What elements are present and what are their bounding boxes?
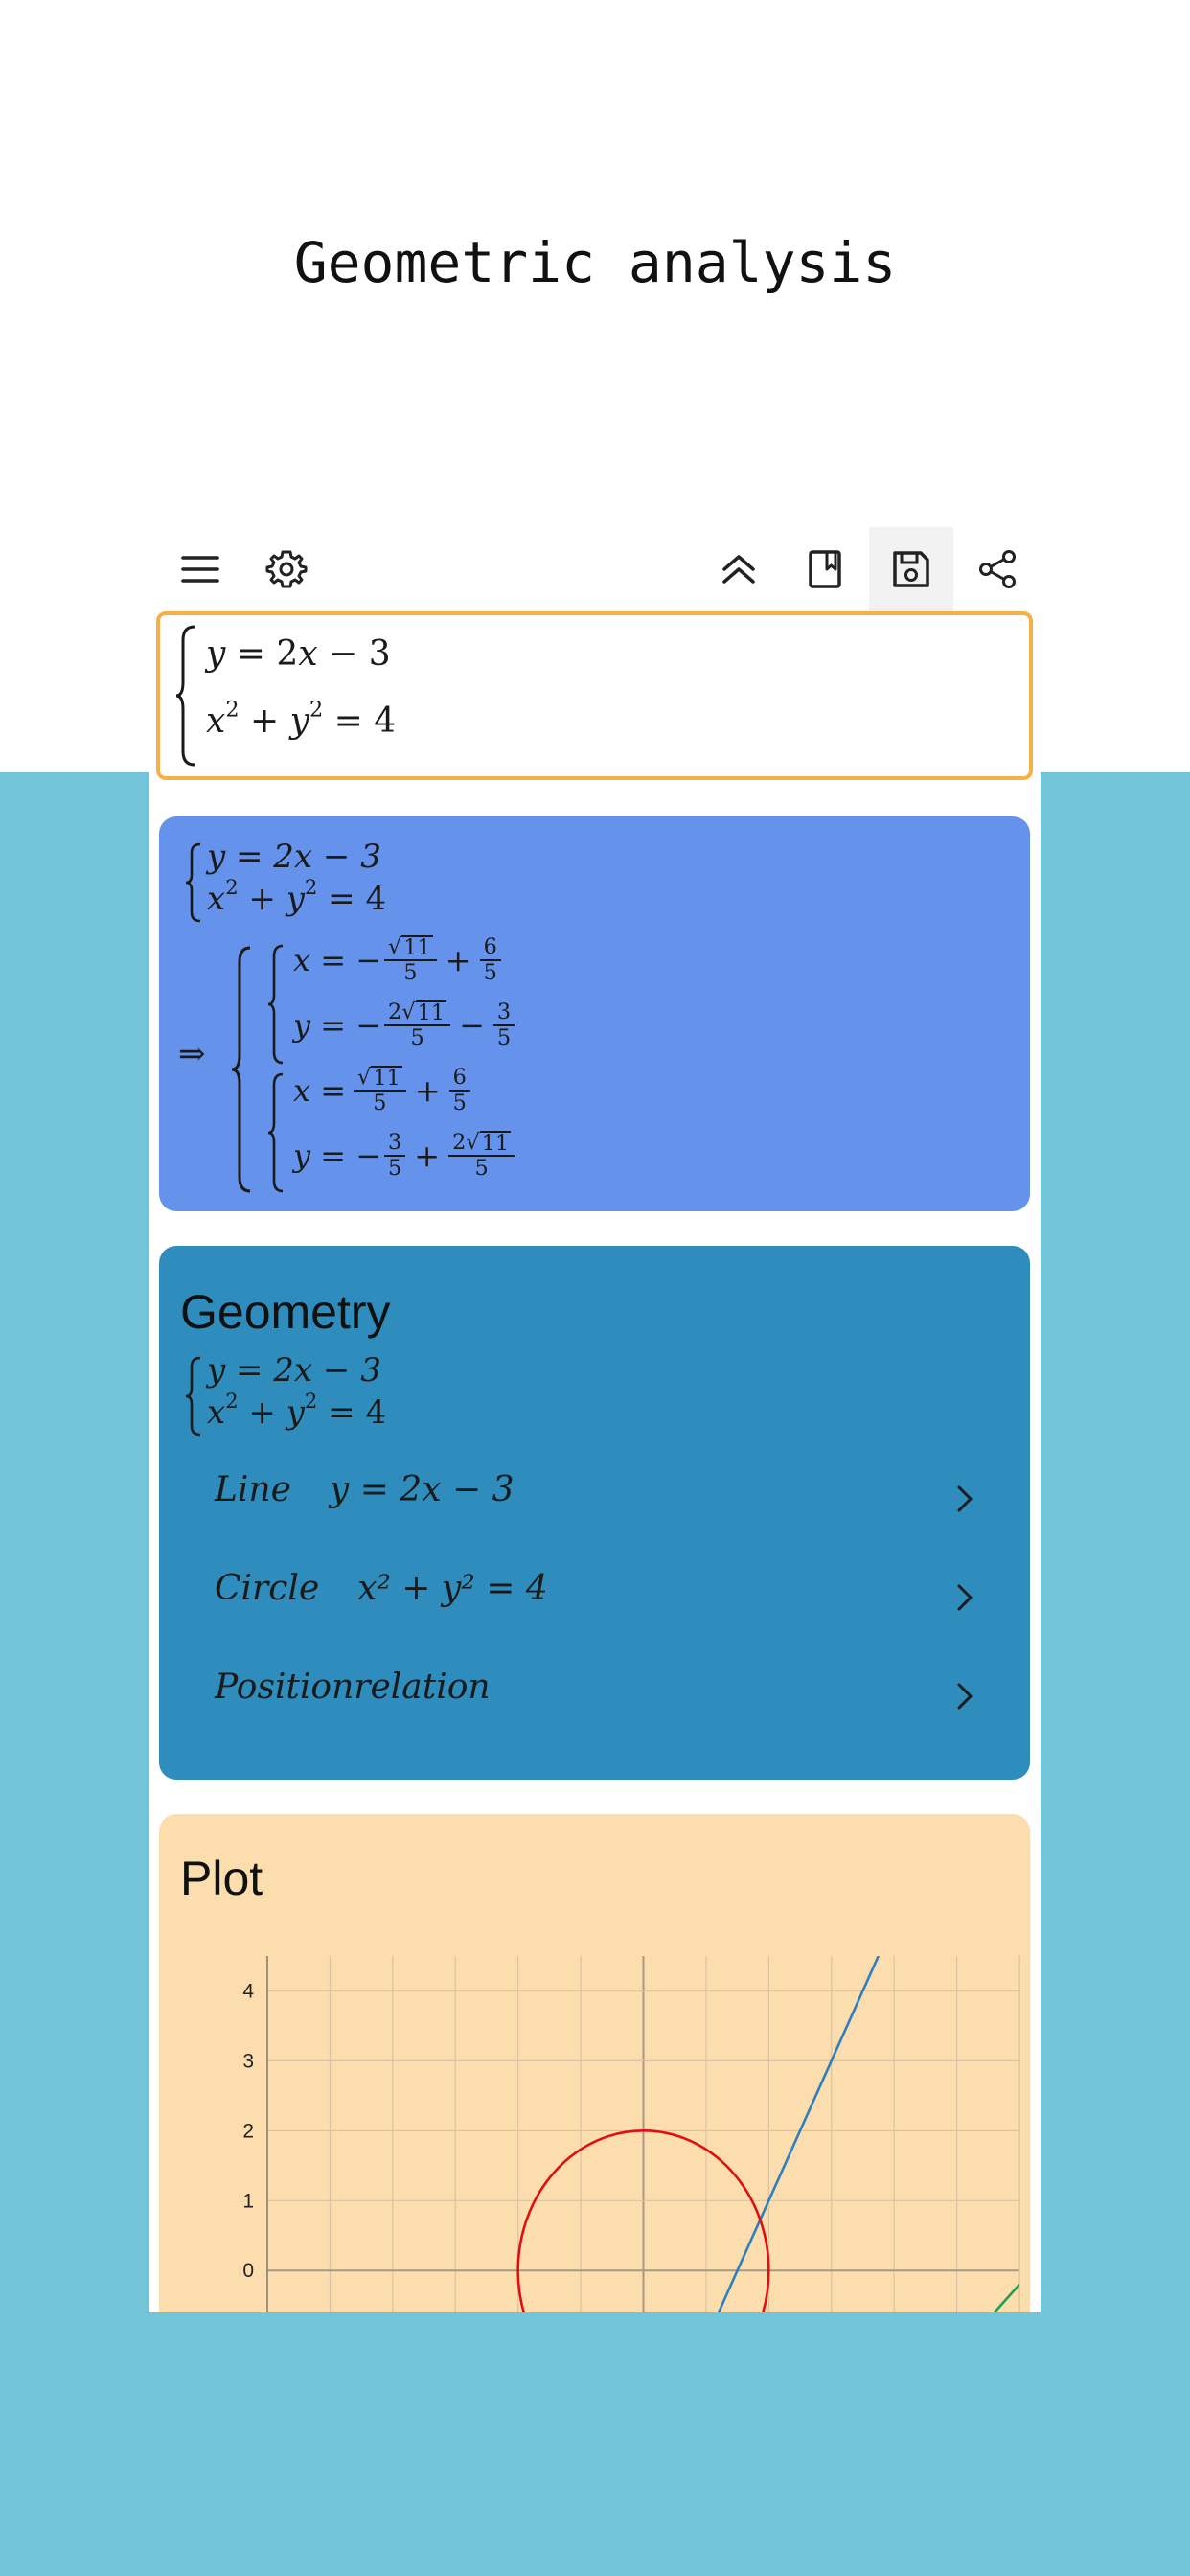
geometry-item-circle[interactable] [159,1550,1030,1645]
y-tick-label: 4 [242,1980,254,2003]
solution-1-x: x = − √ 11 5 + $\frac{6}{5}$ [293,930,504,991]
y-tick-label: 2 [242,2120,254,2143]
solution-2-y: y = − $\frac{3}{5}$ + 2 √ 11 5 [293,1125,517,1186]
geometry-item-line[interactable] [159,1451,1030,1547]
input-equation-line: y = 2x − 3 [206,634,391,674]
y-tick-label: 0 [242,2260,254,2283]
collapse-button[interactable] [697,527,781,611]
geometry-item-expr: x² + y² = 4 [357,1569,548,1608]
geometry-item-expr: y = 2x − 3 [329,1470,515,1509]
geometry-item-label: Circle [215,1569,320,1608]
y-tick-label: 3 [242,2050,254,2073]
system-brace [184,841,203,924]
chevron-right-icon [953,1578,976,1617]
save-button[interactable] [869,527,953,611]
solution-inner-brace [266,1071,286,1194]
y-tick-label: 1 [242,2190,254,2213]
geometry-title: Geometry [180,1285,391,1339]
plot-card [159,1814,1030,2312]
system-brace [173,623,198,769]
solution-inner-brace [266,943,286,1066]
page-headline: Geometric analysis [293,230,897,295]
input-equation-circle: $x^2 + y^2 = 4$ [206,697,397,741]
geometry-card [159,1246,1030,1780]
implies-arrow: ⇒ [178,1035,206,1073]
solution-card [159,816,1030,1211]
equation-input[interactable] [156,611,1033,780]
gear-icon [265,548,308,590]
settings-button[interactable] [244,527,329,611]
solution-outer-brace [230,945,253,1194]
geometry-system-circle: $x^2 + y^2 = 4$ [207,1389,387,1432]
share-button[interactable] [955,527,1040,611]
series-line [719,1956,879,2312]
plot-chart[interactable] [159,1814,1030,2312]
bookmark-button[interactable] [783,527,867,611]
menu-icon [179,548,221,590]
chevron-right-icon [953,1677,976,1715]
solution-1-y: y = − 2 √ 11 5 − $\frac{3}{5}$ [293,995,517,1056]
bookmark-icon [804,548,846,590]
geometry-system-line: y = 2x − 3 [207,1351,381,1390]
double-chevron-up-icon [718,548,760,590]
share-icon [976,548,1018,590]
solution-2-x: x = √ 11 5 + $\frac{6}{5}$ [293,1060,473,1121]
plot-title: Plot [180,1852,263,1905]
chevron-right-icon [953,1480,976,1518]
geometry-item-position-relation[interactable] [159,1648,1030,1744]
menu-button[interactable] [158,527,242,611]
series-curve [995,2285,1019,2312]
geometry-item-label: Line [215,1470,291,1509]
app-screen [149,518,1041,2312]
save-icon [890,548,932,590]
system-brace [184,1355,203,1438]
solution-system-line: y = 2x − 3 [207,838,381,876]
solution-system-circle: $x^2 + y^2 = 4$ [207,875,387,918]
geometry-item-label: Positionrelation [215,1668,491,1707]
